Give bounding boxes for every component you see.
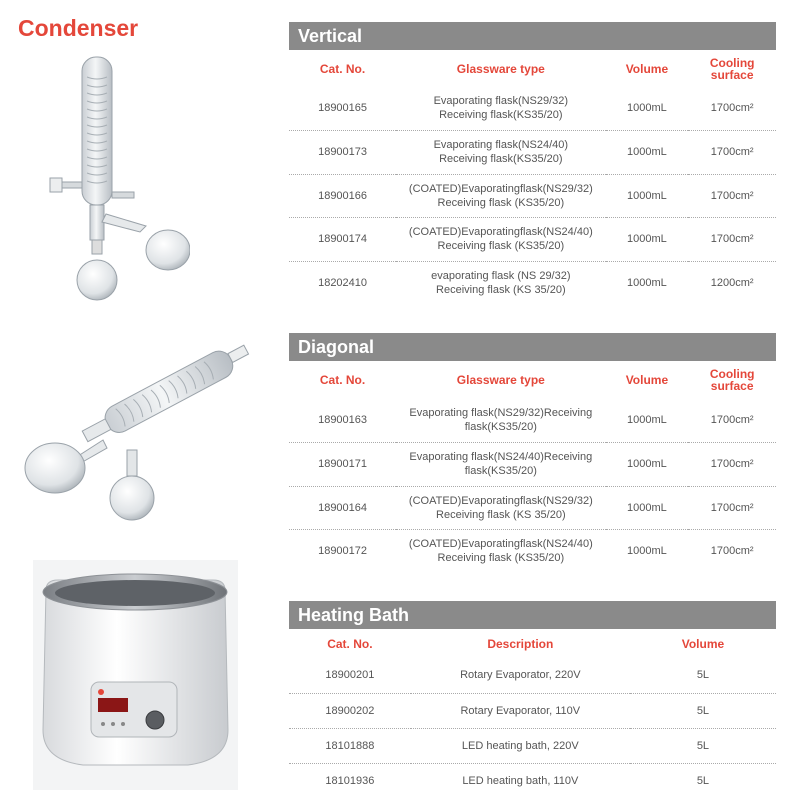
volume: 5L — [630, 728, 776, 763]
description: LED heating bath, 220V — [411, 728, 630, 763]
glassware-type — [396, 398, 605, 442]
heating-bath-section — [289, 601, 776, 798]
cat-no: 18900165 — [289, 87, 396, 130]
vertical-header: Vertical — [289, 22, 776, 50]
glassware-type — [396, 529, 605, 573]
glassware-type — [396, 87, 605, 130]
type-line-1: Evaporating flask(NS29/32) — [433, 95, 569, 108]
cat-no: 18900172 — [318, 545, 368, 558]
glassware-type — [396, 174, 605, 217]
vertical-section — [289, 22, 776, 304]
type-line-1: (COATED)Evaporatingflask(NS29/32) — [408, 494, 593, 507]
cooling-surface: 1700cm² — [710, 545, 754, 558]
table-row — [289, 398, 776, 442]
type-line-1: (COATED)Evaporatingflask(NS24/40) — [408, 538, 593, 551]
description: Rotary Evaporator, 220V — [411, 658, 630, 693]
cat-no: 18900164 — [289, 486, 396, 529]
table-row — [289, 261, 776, 304]
vertical-table — [289, 50, 776, 304]
cat-no: 18900174 — [289, 217, 396, 261]
type-line-2: Receiving flask (KS 35/20) — [436, 283, 566, 296]
cooling-surface: 1700cm² — [688, 398, 776, 442]
col-volume: Volume — [625, 61, 669, 76]
glassware-type — [396, 486, 605, 529]
diagonal-header: Diagonal — [289, 333, 776, 361]
col-volume: Volume — [625, 372, 669, 387]
type-line-2: Receiving flask(KS35/20) — [439, 153, 563, 165]
col-cat-no: Cat. No. — [319, 372, 366, 387]
heating-bath-header: Heating Bath — [289, 601, 776, 629]
col-description: Description — [487, 636, 554, 651]
table-row — [289, 174, 776, 217]
cat-no: 18900163 — [289, 398, 396, 442]
table-row — [289, 763, 776, 798]
table-row — [289, 486, 776, 529]
type-line-1: (COATED)Evaporatingflask(NS24/40) — [408, 226, 593, 238]
vertical-condenser-image — [40, 52, 190, 307]
cooling-surface: 1700cm² — [688, 217, 776, 261]
cat-no: 18900173 — [289, 130, 396, 174]
description: Rotary Evaporator, 110V — [411, 693, 630, 728]
type-line-1: Evaporating flask(NS24/40) — [433, 139, 569, 151]
cat-no: 18900201 — [289, 658, 411, 693]
page-title: Condenser — [18, 15, 139, 41]
heating-bath-image — [28, 560, 243, 790]
volume: 1000mL — [606, 130, 689, 174]
table-row — [289, 130, 776, 174]
type-line-1: (COATED)Evaporatingflask(NS29/32) — [408, 182, 593, 195]
cooling-surface: 1200cm² — [710, 276, 754, 289]
volume: 1000mL — [627, 276, 667, 289]
table-row — [289, 442, 776, 486]
col-cat-no: Cat. No. — [327, 636, 373, 651]
cooling-surface: 1700cm² — [688, 486, 776, 529]
type-line-2: flask(KS35/20) — [464, 420, 537, 433]
diagonal-section — [289, 333, 776, 573]
glassware-type — [396, 442, 605, 486]
glassware-type — [396, 261, 605, 304]
col-glassware-type: Glassware type — [456, 372, 545, 387]
cooling-surface: 1700cm² — [688, 442, 776, 486]
volume: 5L — [630, 658, 776, 693]
glassware-type — [396, 217, 605, 261]
volume: 1000mL — [606, 442, 689, 486]
volume: 1000mL — [627, 545, 667, 558]
table-row — [289, 658, 776, 693]
volume: 1000mL — [606, 87, 689, 130]
col-cat-no: Cat. No. — [319, 61, 366, 76]
cat-no: 18101936 — [325, 774, 375, 787]
type-line-1: Evaporating flask(NS29/32)Receiving — [409, 406, 593, 419]
glassware-type — [396, 130, 605, 174]
heating-bath-table — [289, 629, 776, 798]
table-row — [289, 529, 776, 573]
type-line-2: Receiving flask (KS35/20) — [437, 196, 565, 209]
table-row — [289, 87, 776, 130]
diagonal-condenser-image — [15, 340, 255, 530]
type-line-2: Receiving flask (KS35/20) — [437, 240, 565, 252]
cooling-surface: 1700cm² — [688, 87, 776, 130]
cat-no: 18900166 — [289, 174, 396, 217]
volume: 1000mL — [606, 486, 689, 529]
type-line-1: evaporating flask (NS 29/32) — [431, 269, 571, 282]
type-line-2: Receiving flask(KS35/20) — [439, 109, 563, 122]
cat-no: 18202410 — [318, 276, 368, 289]
volume: 5L — [630, 693, 776, 728]
volume: 1000mL — [606, 217, 689, 261]
col-cooling-surface: Cooling surface — [709, 55, 755, 82]
type-line-2: Receiving flask (KS35/20) — [437, 552, 565, 565]
type-line-1: Evaporating flask(NS24/40)Receiving — [409, 451, 593, 463]
cat-no: 18900202 — [289, 693, 411, 728]
type-line-2: Receiving flask (KS 35/20) — [436, 508, 566, 521]
type-line-2: flask(KS35/20) — [464, 465, 537, 477]
volume: 1000mL — [606, 174, 689, 217]
cooling-surface: 1700cm² — [688, 174, 776, 217]
cooling-surface: 1700cm² — [688, 130, 776, 174]
diagonal-table — [289, 361, 776, 573]
cat-no: 18101888 — [289, 728, 411, 763]
cat-no: 18900171 — [289, 442, 396, 486]
table-row — [289, 693, 776, 728]
col-glassware-type: Glassware type — [456, 61, 545, 76]
volume: 5L — [696, 774, 710, 787]
col-cooling-surface: Cooling surface — [709, 366, 755, 393]
volume: 1000mL — [606, 398, 689, 442]
col-volume: Volume — [681, 636, 725, 651]
table-row — [289, 728, 776, 763]
table-row — [289, 217, 776, 261]
description: LED heating bath, 110V — [462, 774, 579, 787]
